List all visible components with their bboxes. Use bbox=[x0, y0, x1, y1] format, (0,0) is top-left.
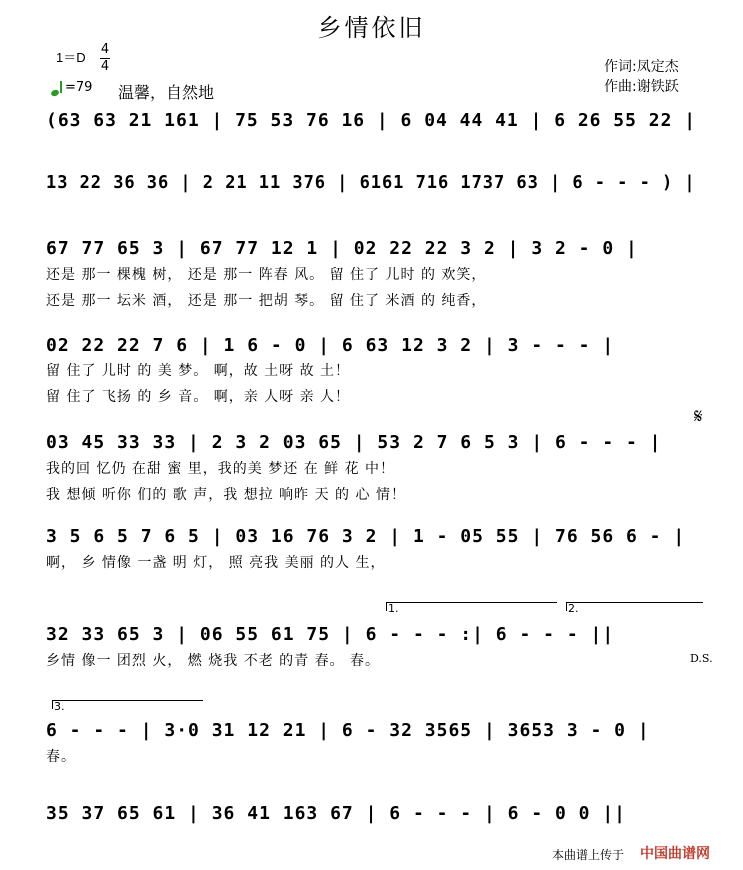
lyrics-line-1: 还是 那一 棵槐 树， 还是 那一 阵春 风。 留 住了 儿时 的 欢笑， bbox=[46, 267, 487, 283]
lyrics-line-4: 留 住了 飞扬 的 乡 音。 啊，亲 人呀 亲 人！ bbox=[46, 389, 351, 405]
notation-text: 32 33 65 3 | 06 55 61 75 | 6 - - - :| 6 - - - || bbox=[46, 624, 615, 645]
lyrics-line-5: 我的回 忆仍 在甜 蜜 里，我的美 梦还 在 鲜 花 中！ bbox=[46, 461, 396, 477]
volta-3-label: 3. bbox=[54, 700, 65, 713]
notation-text: 3 5 6 5 7 6 5 | 03 16 76 3 2 | 1 - 05 55 | 76 56 6 - | bbox=[46, 526, 686, 547]
score-line-9 bbox=[46, 803, 706, 843]
notation-text: 02 22 22 7 6 | 1 6 - 0 | 6 63 12 3 2 | 3 - - - | bbox=[46, 335, 615, 356]
meter-bottom: 4 bbox=[100, 59, 110, 74]
quarter-note-icon bbox=[56, 81, 62, 93]
notation-text: 6 - - - | 3·0 31 12 21 | 6 - 32 3565 | 3653 3 - 0 | bbox=[46, 720, 650, 741]
lyrics-line-9: 春。 bbox=[46, 749, 76, 765]
score-line-2 bbox=[46, 172, 706, 212]
volta-bracket-3 bbox=[52, 700, 203, 709]
volta-bracket-1 bbox=[386, 602, 557, 611]
notation-text: 67 77 65 3 | 67 77 12 1 | 02 22 22 3 2 | 3 2 - 0 | bbox=[46, 238, 638, 259]
volta-1-label: 1. bbox=[388, 602, 399, 615]
site-logo[interactable]: 中国曲谱网 bbox=[640, 846, 710, 862]
volta-bracket-2 bbox=[566, 602, 703, 611]
score-line-1 bbox=[46, 110, 706, 150]
tempo-value: =79 bbox=[65, 80, 93, 95]
volta-2-label: 2. bbox=[568, 602, 579, 615]
dal-segno-marking: D.S. bbox=[690, 652, 713, 665]
tempo-marking bbox=[56, 80, 92, 95]
lyrics-line-2: 还是 那一 坛米 酒， 还是 那一 把胡 琴。 留 住了 米酒 的 纯香， bbox=[46, 293, 487, 309]
notation-text: 35 37 65 61 | 36 41 163 67 | 6 - - - | 6 - 0 0 || bbox=[46, 803, 627, 824]
notation-text: (63 63 21 161 | 75 53 76 16 | 6 04 44 41 | 6 26 55 22 | bbox=[46, 110, 697, 131]
lyrics-line-3: 留 住了 儿时 的 美 梦。 啊，故 土呀 故 土！ bbox=[46, 363, 351, 379]
lyrics-line-7: 啊， 乡 情像 一盏 明 灯， 照 亮我 美丽 的人 生， bbox=[46, 555, 386, 571]
page-title: 乡情依旧 bbox=[317, 14, 426, 42]
notation-text: 03 45 33 33 | 2 3 2 03 65 | 53 2 7 6 5 3 | 6 - - - | bbox=[46, 432, 662, 453]
upload-note: 本曲谱上传于 bbox=[552, 848, 625, 862]
composer: 作曲:谢铁跃 bbox=[604, 79, 679, 95]
meter-top: 4 bbox=[100, 42, 110, 57]
expression-marking: 温馨，自然地 bbox=[118, 83, 215, 102]
lyrics-line-8: 乡情 像一 团烈 火， 燃 烧我 不老 的青 春。 春。 bbox=[46, 653, 381, 669]
lyrics-line-6: 我 想倾 听你 们的 歌 声，我 想拉 响昨 天 的 心 情！ bbox=[46, 487, 406, 503]
lyricist: 作词:凤定杰 bbox=[604, 59, 679, 75]
score-line-8 bbox=[46, 720, 706, 760]
segno-icon: 𝄋 bbox=[694, 404, 703, 428]
key-signature: 1＝D bbox=[56, 50, 86, 65]
time-signature bbox=[100, 42, 110, 75]
notation-text: 13 22 36 36 | 2 21 11 376 | 6161 716 1737 63 | 6 - - - ) | bbox=[46, 172, 696, 193]
